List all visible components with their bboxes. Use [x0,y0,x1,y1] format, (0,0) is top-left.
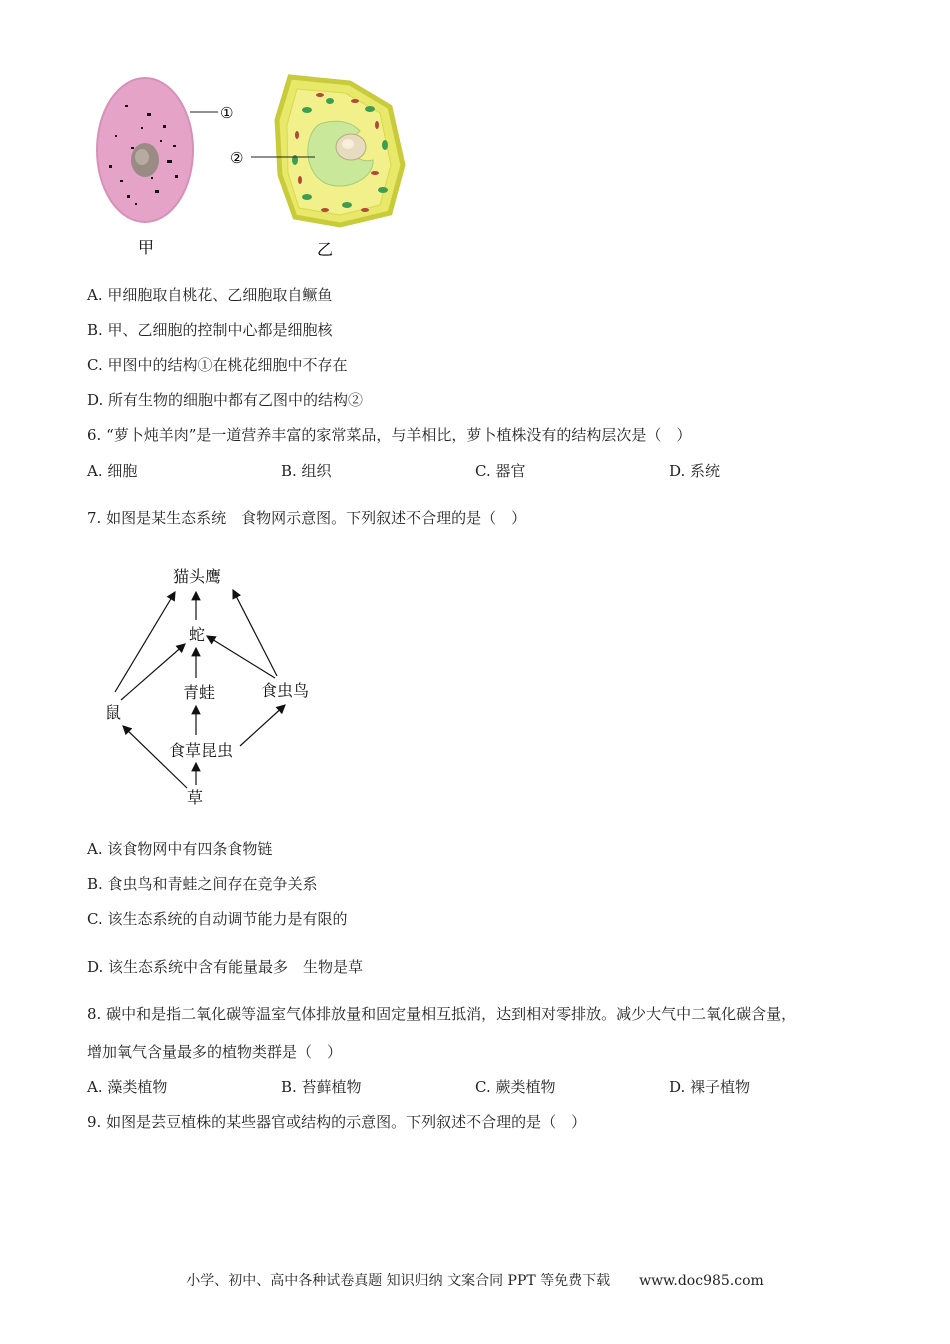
arrow-bird-owl [233,590,277,676]
q8-stem-line2: 增加氧气含量最多的植物类群是（ ） [87,1043,343,1061]
cell-figure [85,65,425,265]
node-insect: 食草昆虫 [169,741,234,760]
q5-option-c: C. 甲图中的结构①在桃花细胞中不存在 [87,356,348,374]
arrow-bird-snake [207,636,275,678]
q6-option-b: B. 组织 [281,462,332,480]
node-grass: 草 [187,788,204,807]
arrow-mouse-owl [115,592,175,692]
q6-option-c: C. 器官 [475,462,526,480]
q9-stem: 9. 如图是芸豆植株的某些器官或结构的示意图。下列叙述不合理的是（ ） [87,1113,587,1131]
footer-url[interactable]: www.doc985.com [639,1273,764,1289]
arrow-mouse-snake [121,644,185,700]
q8-option-a: A. 藻类植物 [87,1078,168,1096]
node-snake: 蛇 [189,625,206,644]
animal-cell-jia [97,78,233,257]
q5-option-a: A. 甲细胞取自桃花、乙细胞取自鳜鱼 [87,286,333,304]
q6-stem: 6. “萝卜炖羊肉”是一道营养丰富的家常菜品，与羊相比，萝卜植株没有的结构层次是（ ） [87,426,692,444]
arrow-insect-bird [240,705,285,746]
label-jia: 甲 [138,238,155,257]
plant-cell-yi [230,77,403,259]
q6-option-a: A. 细胞 [87,462,138,480]
q8-option-b: B. 苔藓植物 [281,1078,362,1096]
label-yi: 乙 [317,240,334,259]
node-bird: 食虫鸟 [261,681,310,700]
q7-stem: 7. 如图是某生态系统 食物网示意图。下列叙述不合理的是（ ） [87,509,527,527]
q8-stem-line1: 8. 碳中和是指二氧化碳等温室气体排放量和固定量相互抵消，达到相对零排放。减少大气中二氧化碳含量， [87,1005,797,1023]
page-footer [0,1270,950,1290]
q7-option-b: B. 食虫鸟和青蛙之间存在竞争关系 [87,875,318,893]
marker-1: ① [220,104,234,122]
node-frog: 青蛙 [183,683,216,702]
q8-option-d: D. 裸子植物 [669,1078,751,1096]
node-mouse: 鼠 [105,703,122,722]
footer-text: 小学、初中、高中各种试卷真题 知识归纳 文案合同 PPT 等免费下载 [186,1273,611,1289]
q7-option-a: A. 该食物网中有四条食物链 [87,840,273,858]
marker-2: ② [230,149,244,167]
q8-option-c: C. 蕨类植物 [475,1078,556,1096]
food-web-diagram [95,560,335,810]
q7-option-d: D. 该生态系统中含有能量最多 生物是草 [87,958,364,976]
q7-option-c: C. 该生态系统的自动调节能力是有限的 [87,910,348,928]
q5-option-b: B. 甲、乙细胞的控制中心都是细胞核 [87,321,333,339]
q5-option-d: D. 所有生物的细胞中都有乙图中的结构② [87,391,364,409]
node-owl: 猫头鹰 [173,567,222,586]
q6-option-d: D. 系统 [669,462,721,480]
